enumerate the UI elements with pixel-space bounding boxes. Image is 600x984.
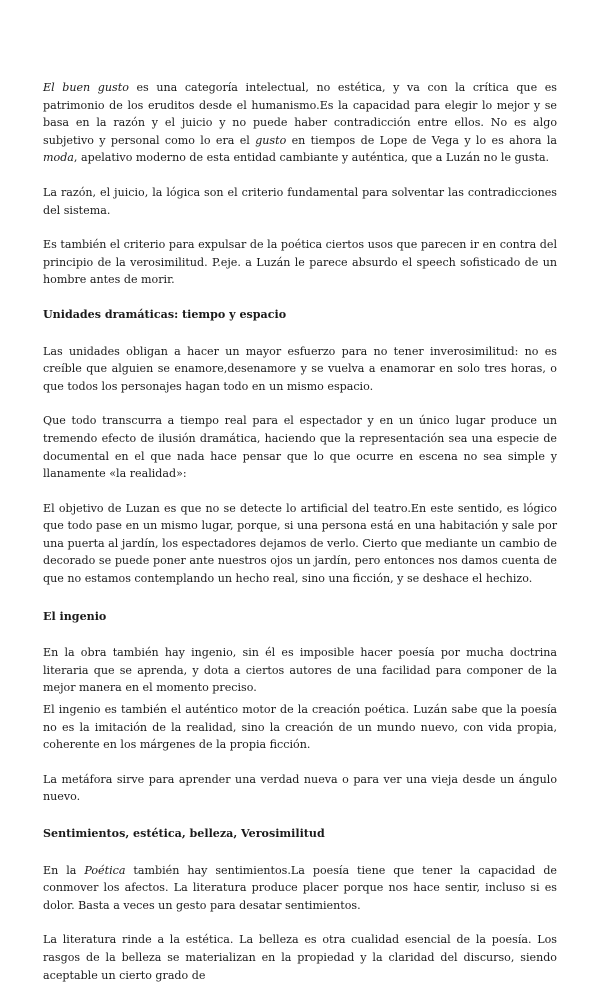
paragraph-metafora: La metáfora sirve para aprender una verdad nueva o para ver una vieja desde un ángulo nuevo.: [43, 772, 557, 804]
heading-unidades: Unidades dramáticas: tiempo y espacio: [43, 307, 287, 321]
paragraph-sentimientos: [43, 862, 557, 915]
paragraph-razon: La razón, el juicio, la lógica son el criterio fundamental para solventar las contradicciones del sistema.: [43, 185, 557, 217]
paragraph-objetivo: El objetivo de Luzan es que no se detecte lo artificial del teatro.En este sentido, es lógico que todo pase en un mismo lugar, porque, si una persona está en una habitación y sale por una puerta al jardín, los espectadores dejamos de verlo. Cierto que mediante un cambio de decorado se puede poner ante nuestros ojos un jardín, pero entonces nos damos cuenta de que no estamos contemplando un hecho real, sino una ficción, y se deshace el hechizo.: [43, 501, 557, 586]
heading-ingenio: El ingenio: [43, 609, 107, 623]
italic-term: El buen gusto: [43, 81, 129, 94]
italic-term: moda: [43, 151, 74, 165]
paragraph-ingenio-1: En la obra también hay ingenio, sin él es imposible hacer poesía por mucha doctrina literaria que se aprenda, y dota a ciertos autores de una facilidad para componer de la mejor manera en el momento preciso.: [43, 646, 557, 695]
paragraph-unidades: Las unidades obligan a hacer un mayor esfuerzo para no tener inverosimilitud: no es creíble que alguien se enamore,desenamore y se vuelva a enamorar en solo tres horas, o que todos los personajes hagan todo en un mismo espacio.: [43, 344, 557, 393]
paragraph-text: en tiempos de Lope de Vega y lo es ahora la: [286, 133, 557, 147]
italic-term: gusto: [255, 133, 287, 147]
italic-term: Poética: [84, 863, 126, 877]
paragraph-text: es una categoría intelectual, no estética, y va con la crítica que es patrimonio de los eruditos desde el humanismo.Es la capacidad para elegir lo mejor y se basa en la razón y el juicio y no puede haber contradicción entre ellos. No es algo subjetivo y personal como lo era el: [43, 81, 557, 147]
paragraph-estetica: La literatura rinde a la estética. La belleza es otra cualidad esencial de la poesía. Los rasgos de la belleza se materializan en la propiedad y la claridad del discurso, siendo aceptable un cierto grado de: [43, 933, 557, 982]
paragraph-text: también hay sentimientos.La poesía tiene que tener la capacidad de conmover los afectos. La literatura produce placer porque nos hace sentir, incluso si es dolor. Basta a veces un gesto para desatar sentimientos.: [43, 863, 557, 912]
paragraph-text: En la: [43, 863, 85, 877]
paragraph-tiempo-real: Que todo transcurra a tiempo real para el espectador y en un único lugar produce un tremendo efecto de ilusión dramática, haciendo que la representación sea una especie de documental en el que nada hace pensar que lo que ocurre en escena no sea simple y llanamente «la realidad»:: [43, 414, 557, 481]
paragraph-text: , apelativo moderno de esta entidad cambiante y auténtica, que a Luzán no le gusta.: [73, 151, 550, 165]
paragraph-buen-gusto: [43, 79, 557, 167]
paragraph-ingenio-2: El ingenio es también el auténtico motor de la creación poética. Luzán sabe que la poesía no es la imitación de la realidad, sino la creación de un mundo nuevo, con vida propia, coherente en los márgenes de la propia ficción.: [43, 703, 557, 752]
document-body: [43, 79, 557, 984]
paragraph-criterio: Es también el criterio para expulsar de la poética ciertos usos que parecen ir en contra del principio de la verosimilitud. P.eje. a Luzán le parece absurdo el speech sofisticado de un hombre antes de morir.: [43, 238, 557, 287]
heading-sentimientos: Sentimientos, estética, belleza, Verosimilitud: [43, 827, 325, 840]
